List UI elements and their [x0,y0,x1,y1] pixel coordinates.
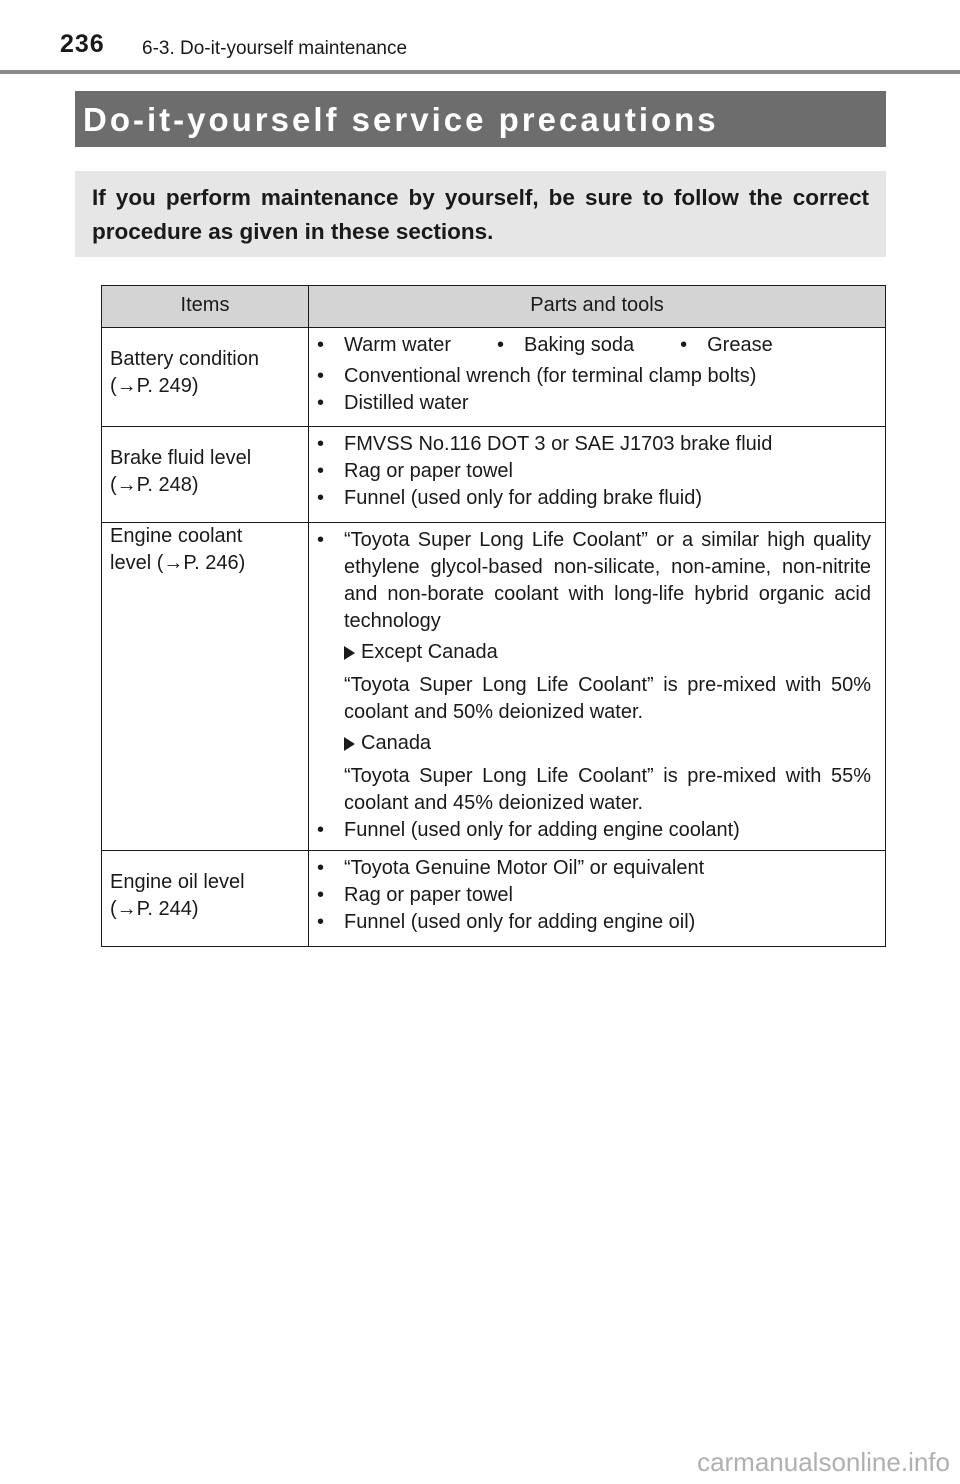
intro-box [75,171,886,257]
except-canada-label: Except Canada [361,641,498,663]
item-page-ref: (→P. 249) [110,375,199,397]
triangle-right-icon [344,646,355,660]
tool-item: Funnel (used only for adding engine coolant) [344,819,740,841]
canada-label: Canada [361,732,432,754]
item-page-ref: (→P. 248) [110,474,199,496]
bullet: • [317,487,325,509]
bullet: • [317,392,325,414]
bullet: • [317,433,325,455]
table-row [102,427,886,523]
tool-item: Rag or paper towel [344,460,513,482]
bullet: • [317,460,325,482]
watermark: carmanualsonline.info [697,1447,950,1477]
except-canada-text: “Toyota Super Long Life Coolant” is pre-mixed with 50% coolant and 50% deionized water. [344,674,871,723]
tool-item: Baking soda [524,334,635,356]
tools-cell [309,851,886,947]
bullet: • [497,334,505,356]
parts-table [101,285,886,947]
tool-item: Conventional wrench (for terminal clamp bolts) [344,365,757,387]
bullet: • [317,334,325,356]
tool-item: FMVSS No.116 DOT 3 or SAE J1703 brake fluid [344,433,773,455]
tool-item: Warm water [344,334,452,356]
bullet: • [317,911,325,933]
bullet: • [317,529,325,551]
tool-item: Funnel (used only for adding engine oil) [344,911,696,933]
tool-item: “Toyota Genuine Motor Oil” or equivalent [344,857,705,879]
item-name: Brake fluid level [110,447,252,469]
tool-item: Grease [707,334,773,356]
item-cell [102,427,309,523]
table-row [102,851,886,947]
bullet: • [317,884,325,906]
tool-item: Distilled water [344,392,469,414]
bullet: • [317,819,325,841]
table-row [102,523,886,851]
canada-text: “Toyota Super Long Life Coolant” is pre-mixed with 55% coolant and 45% deionized water. [344,765,871,814]
triangle-right-icon [344,737,355,751]
item-page-ref: (→P. 244) [110,898,199,920]
page-header [0,0,960,76]
table-header-row [102,286,886,328]
tools-inline-row [317,332,871,359]
tool-item: Rag or paper towel [344,884,513,906]
item-cell [102,523,309,851]
tools-cell [309,523,886,851]
bullet: • [317,365,325,387]
tools-cell [309,427,886,523]
item-name: Engine oil level [110,871,245,893]
item-cell [102,851,309,947]
item-page-ref: level (→P. 246) [110,552,246,574]
bullet: • [317,857,325,879]
section-title: 6-3. Do-it-yourself maintenance [142,38,408,59]
tools-cell [309,328,886,427]
item-cell [102,328,309,427]
bullet: • [680,334,688,356]
column-header-parts: Parts and tools [309,286,886,328]
page-title: Do-it-yourself service precautions [75,91,886,147]
except-canada-heading [344,639,871,666]
tool-item: Funnel (used only for adding brake fluid) [344,487,702,509]
canada-heading [344,730,871,757]
item-name: Battery condition [110,348,259,370]
table-row [102,328,886,427]
header-rule [0,70,960,74]
intro-text: If you perform maintenance by yourself, be sure to follow the correct procedure as given in these sections. [92,185,869,244]
column-header-items: Items [102,286,309,328]
item-name: Engine coolant [110,525,243,547]
page-number: 236 [60,30,105,58]
coolant-spec: “Toyota Super Long Life Coolant” or a similar high quality ethylene glycol-based non-silicate, non-amine, non-nitrite and non-borate coolant with long-life hybrid organic acid technology [344,529,871,632]
